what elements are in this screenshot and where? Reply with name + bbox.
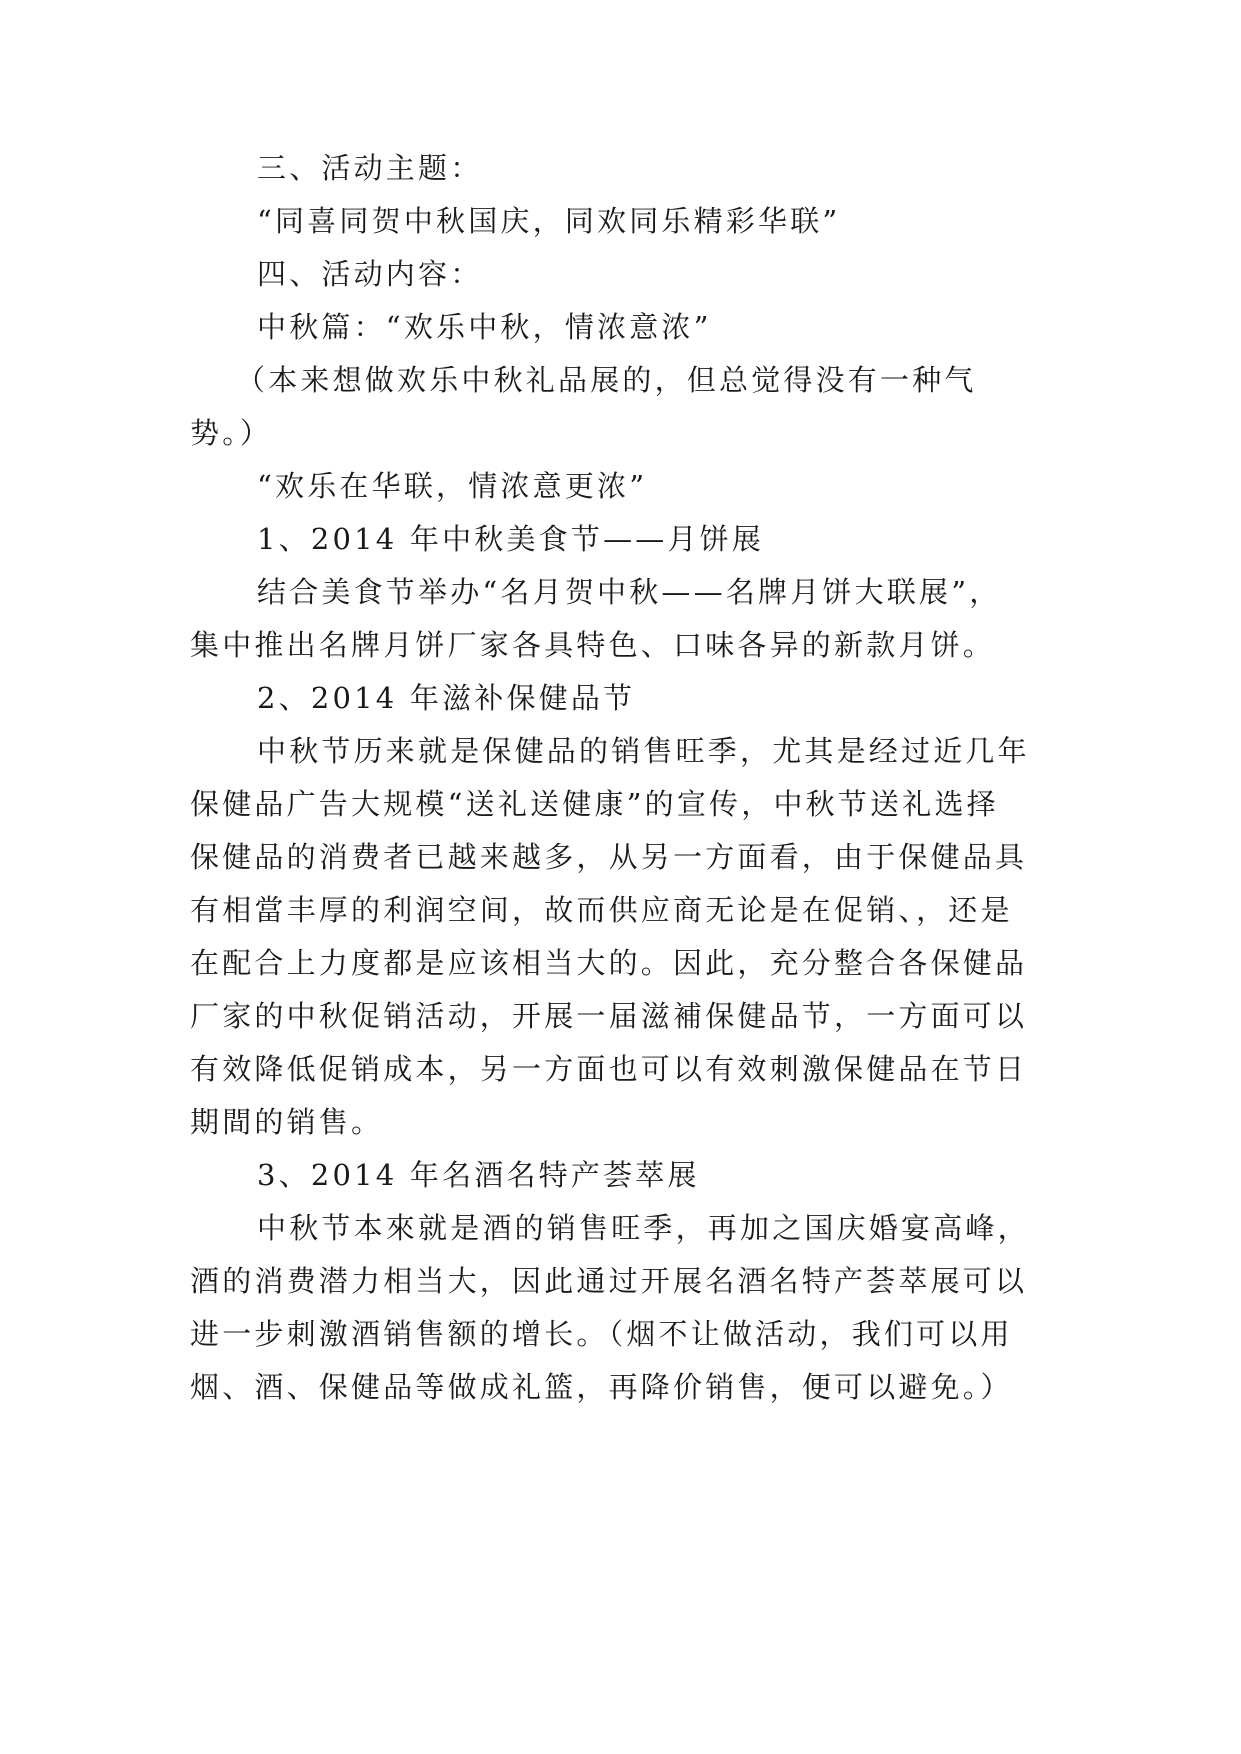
item-1-line-1: 结合美食节举办“名月贺中秋——名牌月饼大联展”， [257, 575, 1002, 609]
item-3-line-2: 酒的消费潜力相当大，因此通过开展名酒名特产荟萃展可以 [190, 1264, 1028, 1298]
paragraph-note-line-1: （本来想做欢乐中秋礼品展的，但总觉得没有一种气 [236, 363, 977, 397]
mid-autumn-title: 中秋篇：“欢乐中秋，情浓意浓” [257, 310, 712, 344]
item-heading-2: 2、2014 年滋补保健品节 [257, 681, 636, 715]
alt-slogan: “欢乐在华联，情浓意更浓” [257, 469, 648, 503]
item-2-line-1: 中秋节历来就是保健品的销售旺季，尤其是经过近几年 [257, 734, 1030, 768]
item-3-line-4: 烟、酒、保健品等做成礼篮，再降价销售，便可以避免。） [190, 1370, 1013, 1404]
item-2-line-7: 有效降低促销成本，另一方面也可以有效刺激保健品在节日 [190, 1052, 1028, 1086]
item-heading-3: 3、2014 年名酒名特产荟萃展 [257, 1158, 700, 1192]
item-3-line-3: 进一步刺激酒销售额的增长。（烟不让做活动，我们可以用 [190, 1317, 1013, 1351]
item-1-line-2: 集中推出名牌月饼厂家各具特色、口味各异的新款月饼。 [190, 628, 996, 662]
item-heading-1: 1、2014 年中秋美食节——月饼展 [257, 522, 765, 556]
theme-slogan: “同喜同贺中秋国庆，同欢同乐精彩华联” [257, 204, 841, 238]
item-2-line-4: 有相當丰厚的利润空间，故而供应商无论是在促销、，还是 [190, 893, 1013, 927]
item-2-line-5: 在配合上力度都是应该相当大的。因此，充分整合各保健品 [190, 946, 1028, 980]
item-2-line-3: 保健品的消费者已越来越多，从另一方面看，由于保健品具 [190, 840, 1028, 874]
item-3-line-1: 中秋节本來就是酒的销售旺季，再加之国庆婚宴高峰， [257, 1211, 1030, 1245]
section-heading-theme: 三、活动主题： [257, 151, 483, 185]
paragraph-note-line-2: 势。） [190, 416, 273, 450]
item-2-line-2: 保健品广告大规模“送礼送健康”的宣传，中秋节送礼选择 [190, 787, 999, 821]
section-heading-content: 四、活动内容： [257, 257, 483, 291]
item-2-line-6: 厂家的中秋促销活动，开展一届滋補保健品节，一方面可以 [190, 999, 1028, 1033]
item-2-line-8: 期間的销售。 [190, 1105, 384, 1139]
